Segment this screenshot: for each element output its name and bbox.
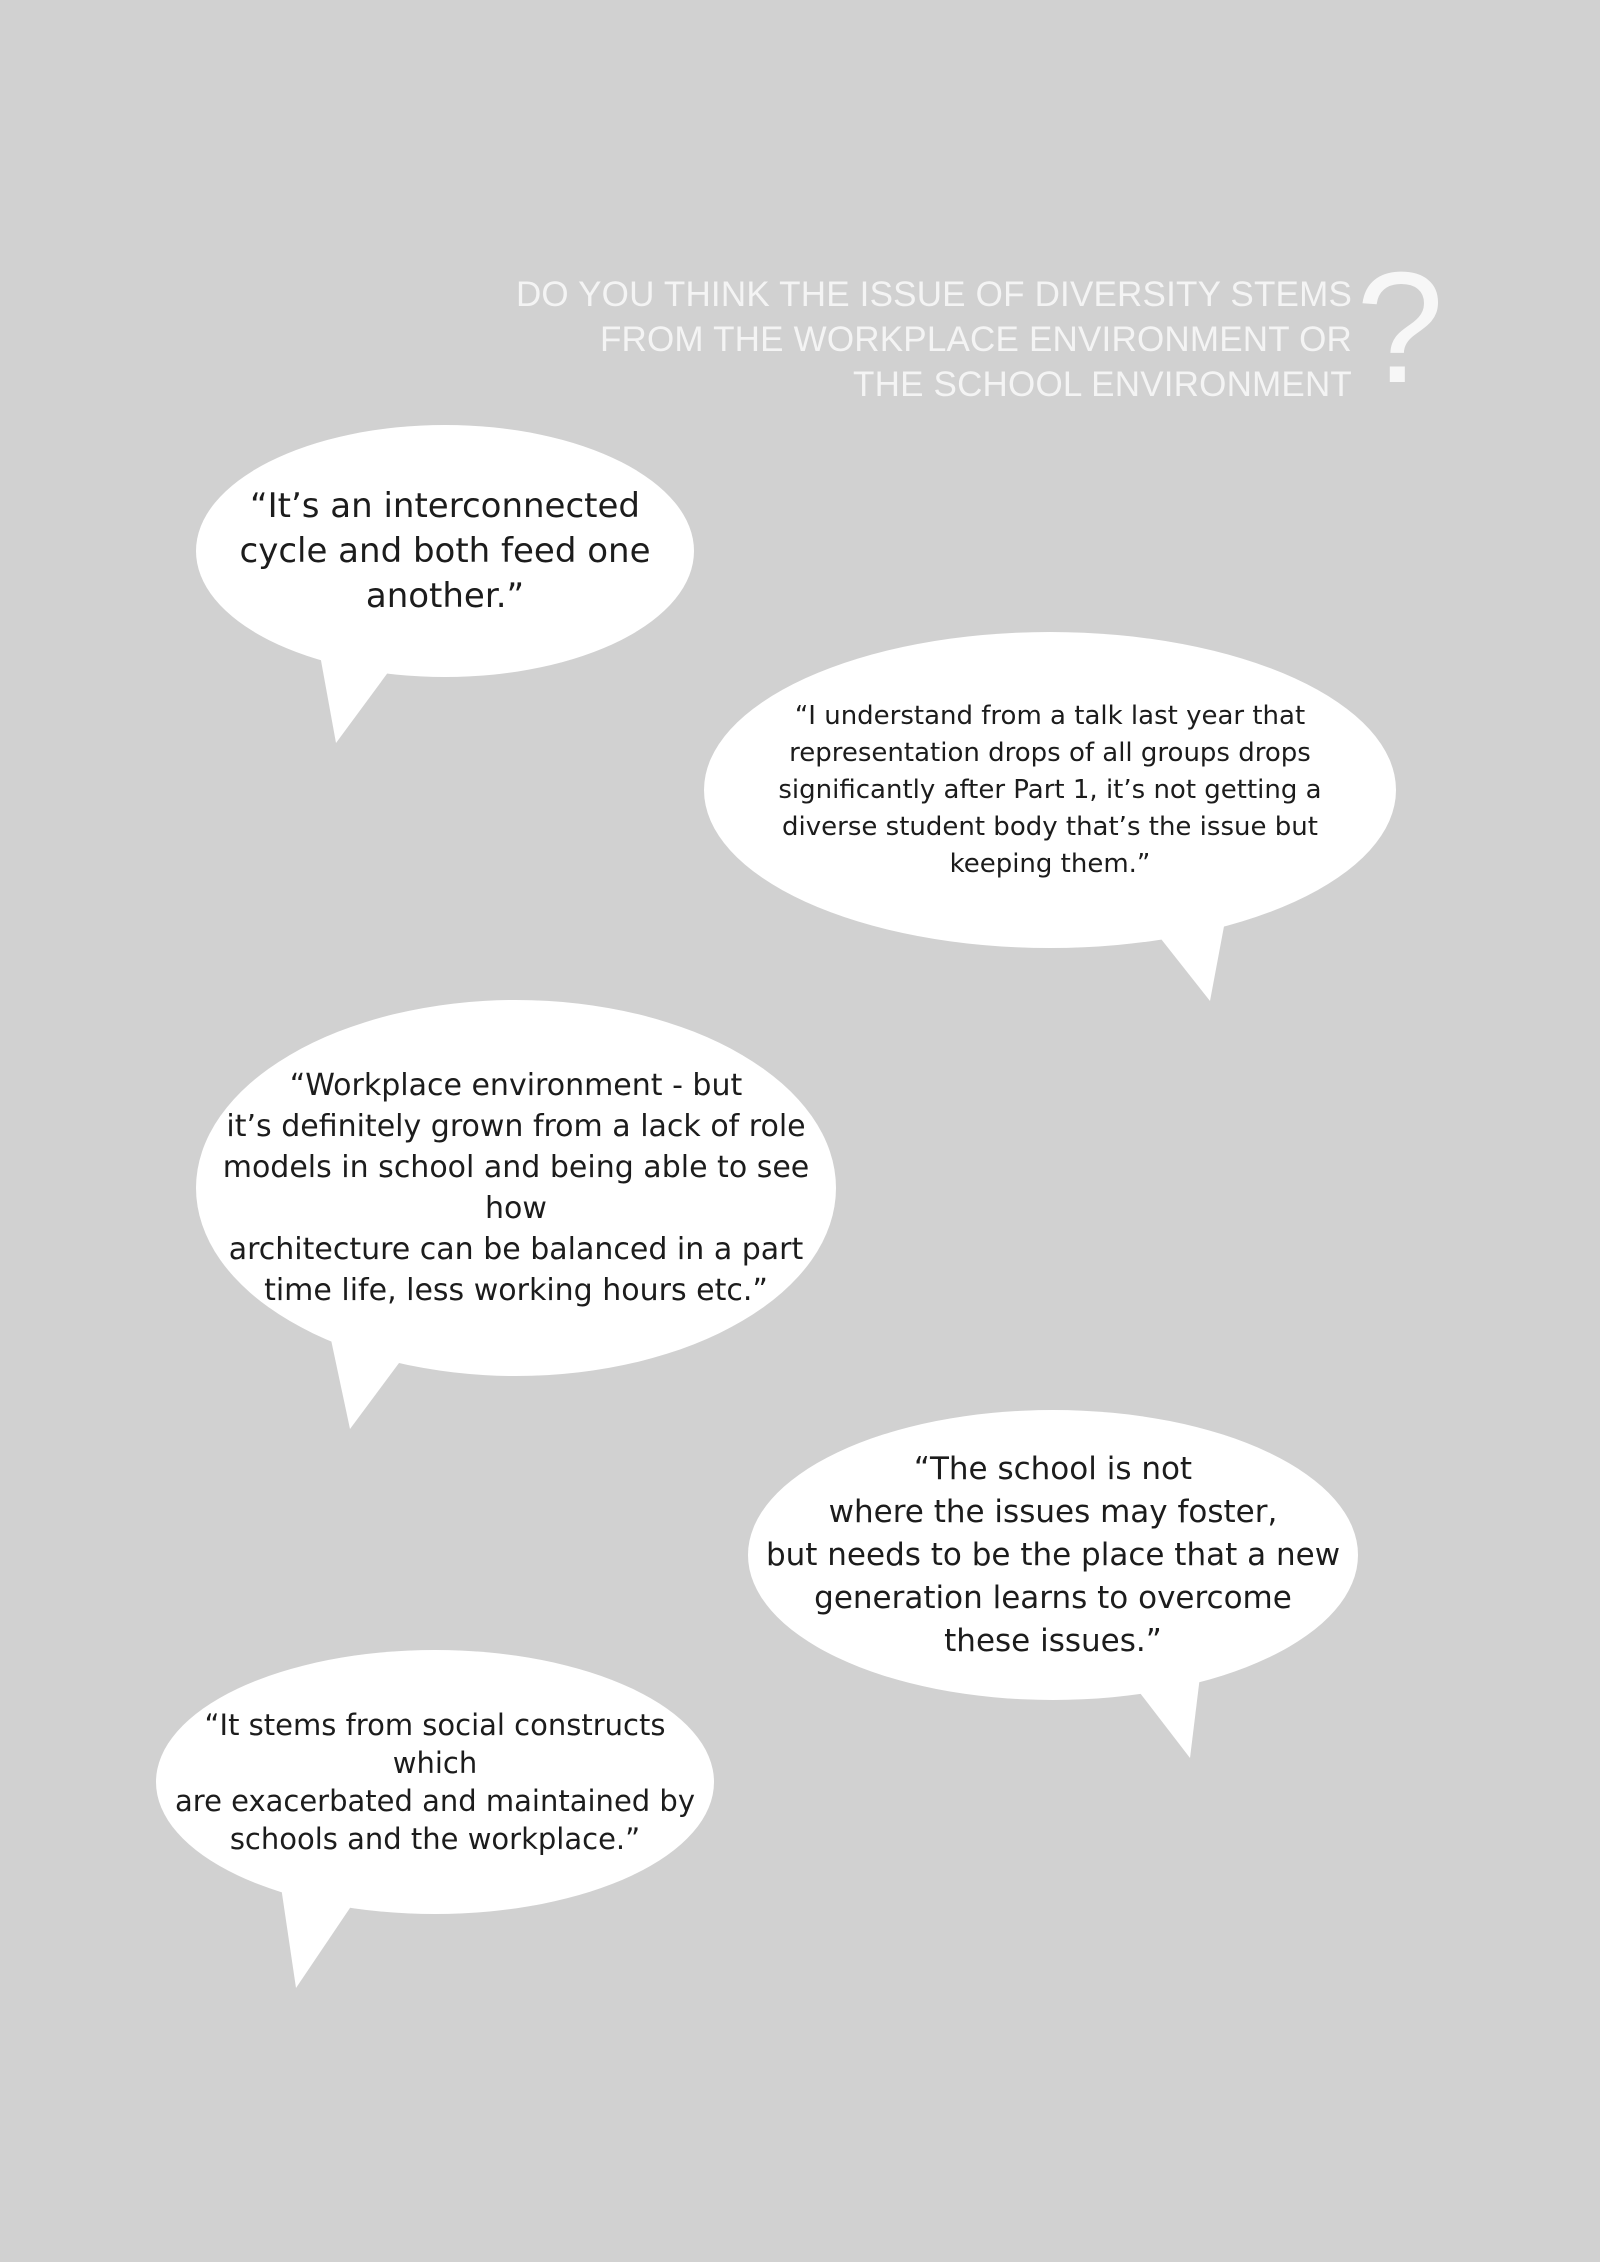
speech-bubble-4 bbox=[748, 1410, 1358, 1700]
speech-bubble-5 bbox=[156, 1650, 714, 1914]
quote-4-line-4: generation learns to overcome bbox=[814, 1579, 1292, 1616]
quote-4-line-3: but needs to be the place that a new bbox=[765, 1536, 1341, 1573]
quote-3-line-1: “Workplace environment - but bbox=[289, 1068, 743, 1103]
quote-4-line-5: these issues.” bbox=[944, 1622, 1162, 1659]
quote-text-4 bbox=[766, 1448, 1340, 1663]
question-heading-line-3: THE SCHOOL ENVIRONMENT bbox=[853, 365, 1352, 404]
quote-3-line-5: time life, less working hours etc.” bbox=[264, 1273, 768, 1308]
question-heading-line-1: DO YOU THINK THE ISSUE OF DIVERSITY STEMS bbox=[515, 275, 1352, 314]
quote-text-1 bbox=[240, 484, 651, 619]
quote-1-line-3: another.” bbox=[365, 575, 525, 616]
quote-3-line-2: it’s definitely grown from a lack of role bbox=[226, 1109, 806, 1144]
quote-text-2 bbox=[778, 698, 1321, 883]
quote-2-line-3: significantly after Part 1, it’s not getting a bbox=[778, 774, 1322, 805]
quote-3-line-3: models in school and being able to see how bbox=[222, 1150, 810, 1226]
speech-bubble-2 bbox=[704, 632, 1396, 948]
quote-3-line-4: architecture can be balanced in a part bbox=[228, 1232, 804, 1267]
quote-2-line-1: “I understand from a talk last year that bbox=[794, 700, 1306, 731]
quote-text-5 bbox=[168, 1706, 702, 1858]
quote-text-3 bbox=[196, 1065, 836, 1311]
quote-5-line-1: “It stems from social constructs which bbox=[204, 1708, 666, 1780]
question-heading-line-2: FROM THE WORKPLACE ENVIRONMENT OR bbox=[599, 320, 1352, 359]
question-mark-icon: ? bbox=[1356, 240, 1444, 416]
quote-1-line-1: “It’s an interconnected bbox=[249, 485, 640, 526]
quote-4-line-2: where the issues may foster, bbox=[828, 1493, 1278, 1530]
quote-2-line-5: keeping them.” bbox=[949, 848, 1151, 879]
question-heading bbox=[440, 272, 1352, 407]
speech-bubble-3 bbox=[196, 1000, 836, 1376]
quote-5-line-2: are exacerbated and maintained by bbox=[175, 1784, 695, 1818]
quote-4-line-1: “The school is not bbox=[913, 1450, 1193, 1487]
quote-5-line-3: schools and the workplace.” bbox=[229, 1822, 641, 1856]
quote-2-line-2: representation drops of all groups drops bbox=[789, 737, 1311, 768]
speech-bubble-1 bbox=[196, 425, 694, 677]
quote-2-line-4: diverse student body that’s the issue but bbox=[782, 811, 1318, 842]
quote-1-line-2: cycle and both feed one bbox=[239, 530, 651, 571]
